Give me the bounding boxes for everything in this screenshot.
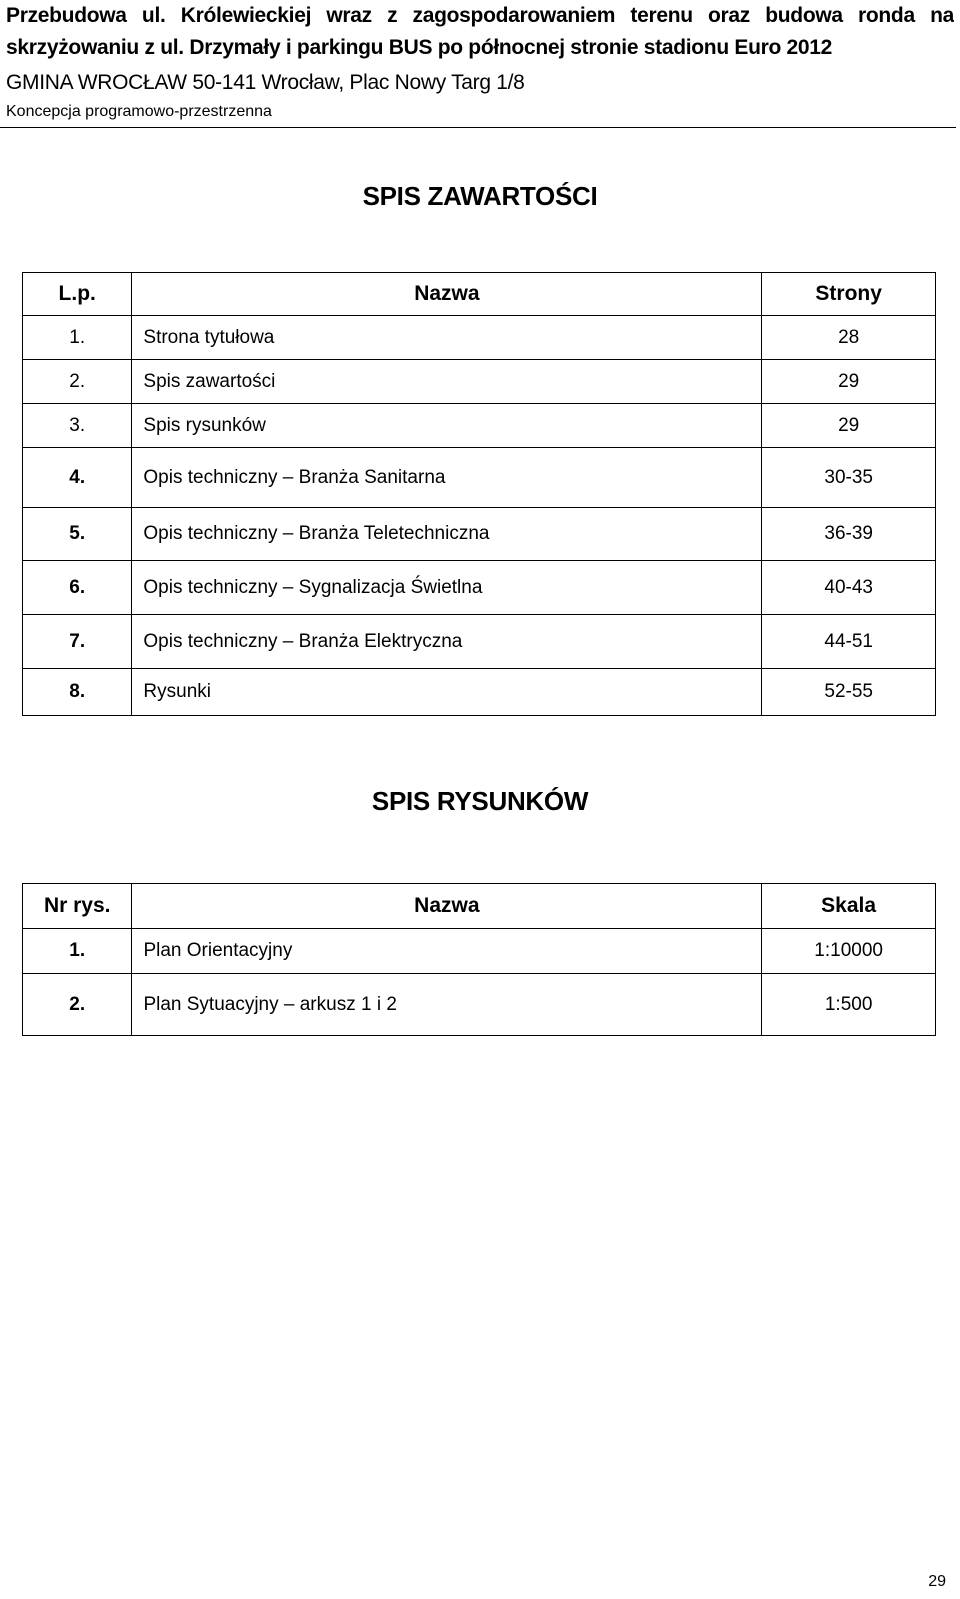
toc-row-number: 1. (23, 316, 132, 360)
toc-row-pages: 28 (762, 316, 936, 360)
table-row (23, 615, 936, 669)
project-title-line-1: Przebudowa ul. Królewieckiej wraz z zagospodarowaniem terenu oraz budowa ronda na (6, 4, 954, 27)
document-header (6, 0, 954, 123)
toc-row-number: 5. (23, 508, 132, 561)
toc-row-pages: 29 (762, 360, 936, 404)
investor-address: GMINA WROCŁAW 50-141 Wrocław, Plac Nowy Targ 1/8 (6, 71, 525, 94)
table-row (23, 974, 936, 1036)
figure-row-name: Plan Sytuacyjny – arkusz 1 i 2 (132, 974, 762, 1036)
toc-row-pages: 52-55 (762, 669, 936, 716)
toc-header-row (23, 273, 936, 316)
figure-row-number: 2. (23, 974, 132, 1036)
toc-header-number: L.p. (23, 273, 132, 316)
figure-row-scale: 1:10000 (762, 929, 936, 974)
toc-row-number: 2. (23, 360, 132, 404)
figures-table (22, 883, 936, 1036)
toc-row-pages: 30-35 (762, 448, 936, 508)
figures-header-row (23, 884, 936, 929)
project-title-line-2: skrzyżowaniu z ul. Drzymały i parkingu BUS po północnej stronie stadionu Euro 2012 (6, 36, 833, 59)
toc-row-pages: 29 (762, 404, 936, 448)
toc-row-name: Strona tytułowa (132, 316, 762, 360)
table-row (23, 316, 936, 360)
table-row (23, 508, 936, 561)
figure-row-name: Plan Orientacyjny (132, 929, 762, 974)
document-type: Koncepcja programowo-przestrzenna (6, 103, 272, 120)
toc-row-number: 7. (23, 615, 132, 669)
table-row (23, 404, 936, 448)
toc-row-number: 4. (23, 448, 132, 508)
toc-title: SPIS ZAWARTOŚCI (362, 181, 598, 211)
table-row (23, 448, 936, 508)
toc-row-name: Opis techniczny – Sygnalizacja Świetlna (132, 561, 762, 615)
toc-row-name: Opis techniczny – Branża Sanitarna (132, 448, 762, 508)
toc-row-pages: 36-39 (762, 508, 936, 561)
figures-header-scale: Skala (762, 884, 936, 929)
toc-header-name: Nazwa (132, 273, 762, 316)
figures-header-name: Nazwa (132, 884, 762, 929)
toc-row-pages: 44-51 (762, 615, 936, 669)
table-row (23, 669, 936, 716)
table-row (23, 929, 936, 974)
toc-row-number: 8. (23, 669, 132, 716)
figures-title: SPIS RYSUNKÓW (371, 786, 589, 816)
toc-row-number: 6. (23, 561, 132, 615)
toc-row-pages: 40-43 (762, 561, 936, 615)
figure-row-number: 1. (23, 929, 132, 974)
figures-header-number: Nr rys. (23, 884, 132, 929)
toc-row-name: Spis zawartości (132, 360, 762, 404)
toc-row-name: Opis techniczny – Branża Teletechniczna (132, 508, 762, 561)
table-row (23, 360, 936, 404)
figure-row-scale: 1:500 (762, 974, 936, 1036)
toc-row-name: Opis techniczny – Branża Elektryczna (132, 615, 762, 669)
toc-row-number: 3. (23, 404, 132, 448)
page-number: 29 (928, 1573, 946, 1590)
toc-table (22, 272, 936, 716)
toc-row-name: Spis rysunków (132, 404, 762, 448)
header-divider (0, 127, 956, 128)
toc-header-pages: Strony (762, 273, 936, 316)
table-row (23, 561, 936, 615)
toc-row-name: Rysunki (132, 669, 762, 716)
